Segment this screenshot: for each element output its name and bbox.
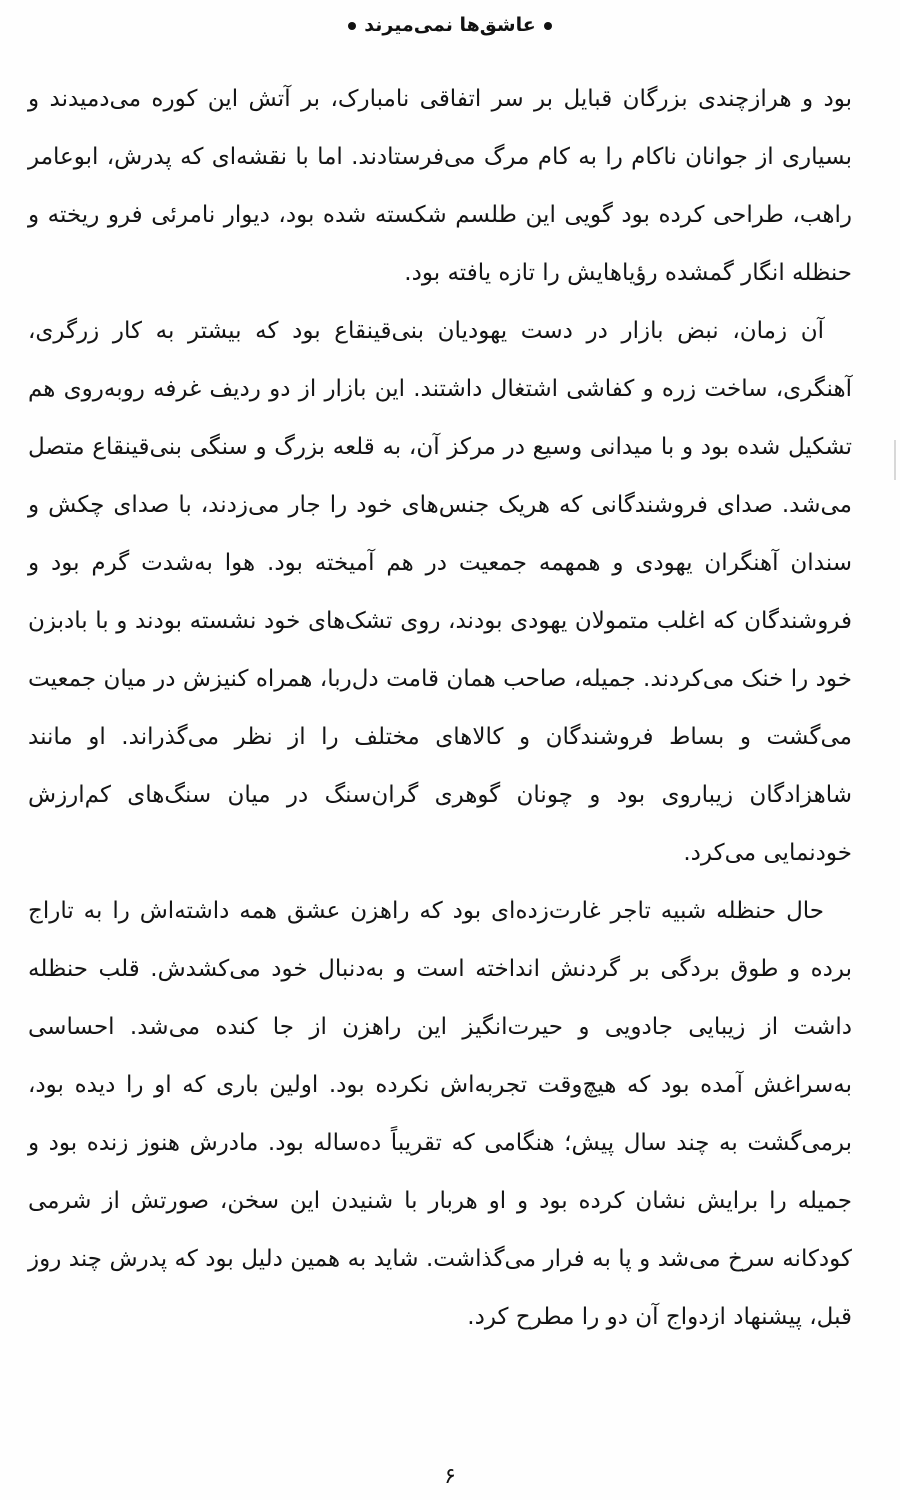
paragraph-2: آن زمان، نبض بازار در دست یهودیان بنی‌قینقاع بود که بیشتر به کار زرگری، آهنگری، ساخت زره و کفاشی اشتغال داشتند. این بازار از دو ردیف غرفه روبه‌روی هم تشکیل شده بود و با میدانی وسیع در مرکز آن، به قلعه بزرگ و سنگی بنی‌قینقاع متصل می‌شد. صدای فروشندگانی که هریک جنس‌های خود را جار می‌زدند، با صدای چکش و سندان آهنگران یهودی و همهمه جمعیت در هم آمیخته بود. هوا به‌شدت گرم بود و فروشندگان که اغلب متمولان یهودی بودند، روی تشک‌های خود نشسته بودند و با بادبزن خود را خنک می‌کردند. جمیله، صاحب همان قامت دل‌ربا، همراه کنیزش در میان جمعیت می‌گشت و بساط فروشندگان و کالاهای مختلف را از نظر می‌گذراند. او مانند شاهزادگان زیباروی بود و چونان گوهری گران‌سنگ در میان سنگ‌های کم‌ارزش خودنمایی می‌کرد. (28, 318, 852, 866)
paragraph-3: حال حنظله شبیه تاجر غارت‌زده‌ای بود که راهزن عشق همه داشته‌اش را به تاراج برده و طوق بردگی بر گردنش انداخته است و به‌دنبال خود می‌کشدش. قلب حنظله داشت از زیبایی جادویی و حیرت‌انگیز این راهزن از جا کنده می‌شد. احساسی به‌سراغش آمده بود که هیچ‌وقت تجربه‌اش نکرده بود. اولین باری که او را دیده بود، برمی‌گشت به چند سال پیش؛ هنگامی که تقریباً ده‌ساله بود. مادرش هنوز زنده بود و جمیله را برایش نشان کرده بود و او هربار با شنیدن این سخن، صورتش از شرمی کودکانه سرخ می‌شد و پا به فرار می‌گذاشت. شاید به همین دلیل بود که پدرش چند روز قبل، پیشنهاد ازدواج آن دو را مطرح کرد. (28, 898, 852, 1330)
body-text (28, 70, 852, 1346)
header-bullet-right (544, 22, 552, 30)
paragraph-1: بود و هرازچندی بزرگان قبایل بر سر اتفاقی نامبارک، بر آتش این کوره می‌دمیدند و بسیاری از جوانان ناکام را به کام مرگ می‌فرستادند. اما با نقشه‌ای که پدرش، ابوعامر راهب، طراحی کرده بود گویی این طلسم شکسته شده بود، دیوار نامرئی فرو ریخته و حنظله انگار گمشده رؤیاهایش را تازه یافته بود. (28, 86, 852, 286)
page-edge-mark (894, 440, 896, 480)
running-title: عاشق‌ها نمی‌میرند (364, 14, 536, 36)
page-number: ۶ (444, 1464, 456, 1489)
header-bullet-left (348, 22, 356, 30)
running-header (0, 14, 900, 36)
